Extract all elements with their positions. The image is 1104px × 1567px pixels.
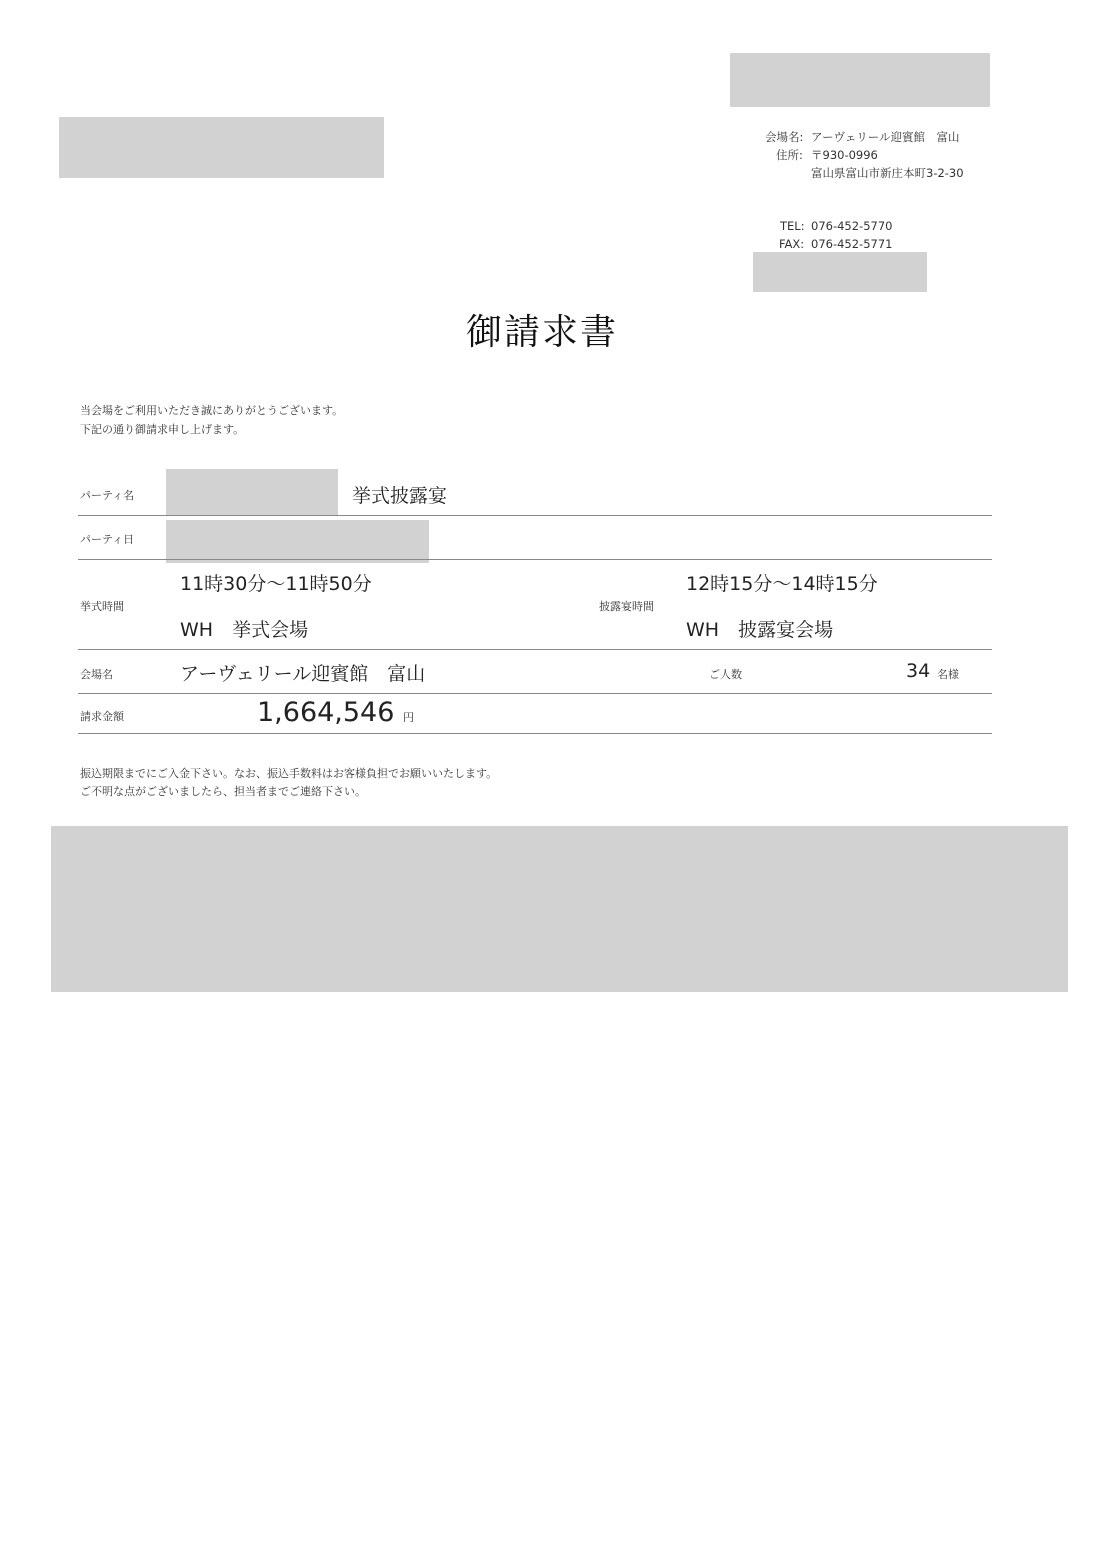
footer-line-1: 振込期限までにご入金下さい。なお、振込手数料はお客様負担でお願いいたします。: [80, 767, 498, 780]
ceremony-room: WH 挙式会場: [180, 619, 309, 641]
party-name-label: パーティ名: [80, 489, 135, 502]
page-title: 御請求書: [465, 312, 618, 353]
reception-room: WH 披露宴会場: [686, 619, 834, 641]
party-date-label: パーティ日: [80, 533, 135, 546]
issuer-fax-label: FAX:: [779, 237, 805, 251]
issuer-address: 富山県富山市新庄本町3-2-30: [811, 166, 964, 180]
row-divider: [78, 693, 992, 694]
redacted-bank-details: [51, 826, 1068, 992]
row-divider: [78, 733, 992, 734]
guests-label: ご人数: [709, 668, 742, 681]
issuer-tel-label: TEL:: [780, 219, 805, 233]
ceremony-time-label: 挙式時間: [80, 600, 124, 613]
redacted-issuer-logo: [730, 53, 990, 107]
guests-unit: 名様: [937, 668, 959, 681]
issuer-fax: 076-452-5771: [811, 237, 893, 251]
ceremony-time: 11時30分〜11時50分: [180, 573, 372, 595]
row-divider: [78, 649, 992, 650]
row-divider: [78, 515, 992, 516]
venue-value: アーヴェリール迎賓館 富山: [180, 663, 426, 685]
amount-value: 1,664,546: [257, 697, 395, 728]
footer-line-2: ご不明な点がございましたら、担当者までご連絡下さい。: [80, 785, 366, 798]
venue-label: 会場名: [80, 668, 113, 681]
redacted-recipient-name: [59, 117, 384, 178]
row-divider: [78, 559, 992, 560]
guests-value: 34: [906, 660, 931, 682]
amount-unit: 円: [403, 711, 414, 724]
reception-time: 12時15分〜14時15分: [686, 573, 878, 595]
redacted-party-name: [166, 469, 338, 515]
redacted-issuer-stamp: [753, 252, 927, 292]
intro-line-1: 当会場をご利用いただき誠にありがとうございます。: [80, 404, 344, 417]
issuer-venue-label: 会場名:: [765, 130, 804, 144]
issuer-tel: 076-452-5770: [811, 219, 893, 233]
redacted-party-date: [166, 520, 429, 563]
amount-label: 請求金額: [80, 710, 124, 723]
issuer-postal: 〒930-0996: [811, 148, 878, 162]
party-name-suffix: 挙式披露宴: [352, 485, 448, 507]
issuer-address-label: 住所:: [776, 148, 803, 162]
intro-line-2: 下記の通り御請求申し上げます。: [80, 423, 245, 436]
reception-time-label: 披露宴時間: [599, 600, 654, 613]
issuer-venue-name: アーヴェリール迎賓館 富山: [811, 130, 960, 144]
